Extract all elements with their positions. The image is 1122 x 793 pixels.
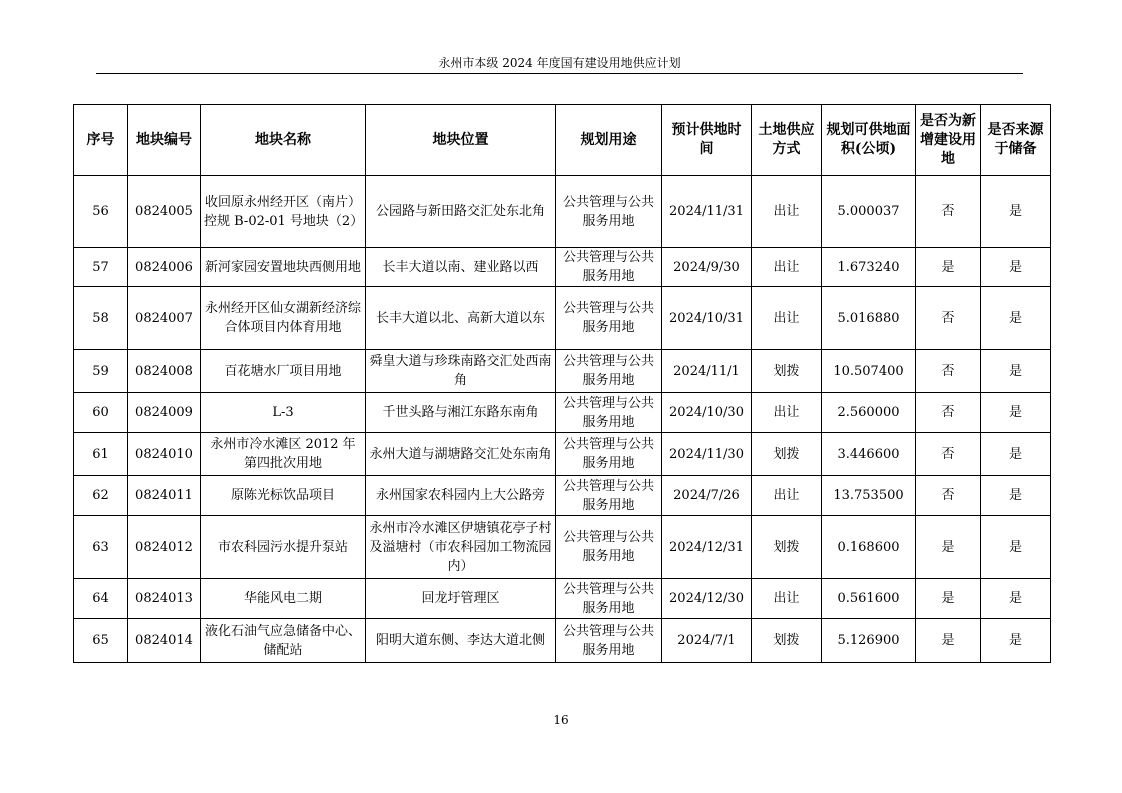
cell-seq: 56 — [74, 176, 128, 248]
cell-planned-use: 公共管理与公共服务用地 — [556, 619, 662, 663]
cell-location: 回龙圩管理区 — [366, 579, 556, 619]
col-header-area: 规划可供地面积(公顷) — [822, 105, 916, 176]
table-row — [74, 619, 1051, 663]
cell-supply-method: 划拨 — [752, 350, 822, 393]
cell-from-reserve: 是 — [981, 619, 1051, 663]
cell-parcel-name: 市农科园污水提升泵站 — [201, 516, 366, 579]
cell-seq: 57 — [74, 248, 128, 287]
cell-parcel-code: 0824012 — [128, 516, 201, 579]
cell-supply-method: 出让 — [752, 393, 822, 433]
cell-planned-use: 公共管理与公共服务用地 — [556, 350, 662, 393]
col-header-new-construction: 是否为新增建设用地 — [916, 105, 981, 176]
table-row — [74, 248, 1051, 287]
cell-seq: 65 — [74, 619, 128, 663]
col-header-supply-method: 土地供应方式 — [752, 105, 822, 176]
cell-parcel-name: 原陈光标饮品项目 — [201, 476, 366, 516]
cell-parcel-name: 永州市冷水滩区 2012 年第四批次用地 — [201, 433, 366, 476]
cell-planned-use: 公共管理与公共服务用地 — [556, 287, 662, 350]
cell-area: 3.446600 — [822, 433, 916, 476]
cell-parcel-name: 液化石油气应急储备中心、储配站 — [201, 619, 366, 663]
col-header-supply-date: 预计供地时间 — [662, 105, 752, 176]
cell-location: 永州国家农科园内上大公路旁 — [366, 476, 556, 516]
cell-supply-method: 出让 — [752, 248, 822, 287]
cell-supply-date: 2024/7/26 — [662, 476, 752, 516]
table-header-row — [74, 105, 1051, 176]
cell-planned-use: 公共管理与公共服务用地 — [556, 516, 662, 579]
cell-seq: 63 — [74, 516, 128, 579]
cell-supply-date: 2024/10/31 — [662, 287, 752, 350]
cell-supply-method: 出让 — [752, 176, 822, 248]
cell-parcel-code: 0824006 — [128, 248, 201, 287]
cell-area: 2.560000 — [822, 393, 916, 433]
header-rule — [96, 73, 1023, 74]
cell-new-construction: 是 — [916, 248, 981, 287]
cell-planned-use: 公共管理与公共服务用地 — [556, 393, 662, 433]
cell-supply-method: 出让 — [752, 287, 822, 350]
table-row — [74, 176, 1051, 248]
cell-supply-date: 2024/11/30 — [662, 433, 752, 476]
cell-area: 5.126900 — [822, 619, 916, 663]
col-header-from-reserve: 是否来源于储备 — [981, 105, 1051, 176]
cell-seq: 62 — [74, 476, 128, 516]
cell-supply-method: 出让 — [752, 476, 822, 516]
cell-area: 5.000037 — [822, 176, 916, 248]
col-header-planned-use: 规划用途 — [556, 105, 662, 176]
cell-from-reserve: 是 — [981, 350, 1051, 393]
cell-location: 永州市冷水滩区伊塘镇花亭子村及溢塘村（市农科园加工物流园内） — [366, 516, 556, 579]
cell-new-construction: 否 — [916, 476, 981, 516]
cell-location: 千世头路与湘江东路东南角 — [366, 393, 556, 433]
cell-new-construction: 否 — [916, 287, 981, 350]
cell-parcel-code: 0824009 — [128, 393, 201, 433]
cell-supply-method: 出让 — [752, 579, 822, 619]
cell-parcel-name: 收回原永州经开区（南片）控规 B-02-01 号地块（2） — [201, 176, 366, 248]
cell-planned-use: 公共管理与公共服务用地 — [556, 579, 662, 619]
table-row — [74, 350, 1051, 393]
cell-area: 5.016880 — [822, 287, 916, 350]
cell-new-construction: 是 — [916, 619, 981, 663]
cell-parcel-code: 0824011 — [128, 476, 201, 516]
cell-seq: 60 — [74, 393, 128, 433]
table-row — [74, 476, 1051, 516]
cell-new-construction: 否 — [916, 433, 981, 476]
cell-location: 长丰大道以南、建业路以西 — [366, 248, 556, 287]
cell-area: 0.168600 — [822, 516, 916, 579]
cell-supply-date: 2024/7/1 — [662, 619, 752, 663]
cell-parcel-name: 永州经开区仙女湖新经济综合体项目内体育用地 — [201, 287, 366, 350]
cell-seq: 64 — [74, 579, 128, 619]
cell-seq: 61 — [74, 433, 128, 476]
cell-new-construction: 是 — [916, 516, 981, 579]
cell-supply-method: 划拨 — [752, 433, 822, 476]
cell-new-construction: 是 — [916, 579, 981, 619]
cell-location: 长丰大道以北、高新大道以东 — [366, 287, 556, 350]
cell-parcel-name: 百花塘水厂项目用地 — [201, 350, 366, 393]
cell-location: 舜皇大道与珍珠南路交汇处西南角 — [366, 350, 556, 393]
cell-from-reserve: 是 — [981, 393, 1051, 433]
cell-planned-use: 公共管理与公共服务用地 — [556, 248, 662, 287]
cell-area: 0.561600 — [822, 579, 916, 619]
table-row — [74, 516, 1051, 579]
page-number: 16 — [553, 713, 569, 727]
cell-new-construction: 否 — [916, 176, 981, 248]
cell-parcel-name: 华能风电二期 — [201, 579, 366, 619]
cell-location: 阳明大道东侧、李达大道北侧 — [366, 619, 556, 663]
cell-location: 永州大道与湖塘路交汇处东南角 — [366, 433, 556, 476]
cell-supply-date: 2024/9/30 — [662, 248, 752, 287]
cell-new-construction: 否 — [916, 350, 981, 393]
cell-planned-use: 公共管理与公共服务用地 — [556, 176, 662, 248]
cell-from-reserve: 是 — [981, 516, 1051, 579]
col-header-location: 地块位置 — [366, 105, 556, 176]
table-row — [74, 287, 1051, 350]
cell-planned-use: 公共管理与公共服务用地 — [556, 433, 662, 476]
cell-parcel-name: 新河家园安置地块西侧用地 — [201, 248, 366, 287]
col-header-parcel-code: 地块编号 — [128, 105, 201, 176]
cell-supply-date: 2024/10/30 — [662, 393, 752, 433]
cell-parcel-code: 0824014 — [128, 619, 201, 663]
col-header-parcel-name: 地块名称 — [201, 105, 366, 176]
cell-supply-method: 划拨 — [752, 619, 822, 663]
cell-supply-date: 2024/11/31 — [662, 176, 752, 248]
cell-planned-use: 公共管理与公共服务用地 — [556, 476, 662, 516]
cell-supply-date: 2024/12/31 — [662, 516, 752, 579]
cell-area: 10.507400 — [822, 350, 916, 393]
table-row — [74, 433, 1051, 476]
cell-from-reserve: 是 — [981, 476, 1051, 516]
cell-supply-date: 2024/12/30 — [662, 579, 752, 619]
cell-supply-method: 划拨 — [752, 516, 822, 579]
cell-parcel-code: 0824007 — [128, 287, 201, 350]
cell-parcel-code: 0824013 — [128, 579, 201, 619]
cell-parcel-code: 0824010 — [128, 433, 201, 476]
table-row — [74, 393, 1051, 433]
cell-from-reserve: 是 — [981, 579, 1051, 619]
land-supply-table — [73, 104, 1051, 663]
cell-from-reserve: 是 — [981, 176, 1051, 248]
land-supply-table-container — [73, 104, 1050, 663]
cell-area: 13.753500 — [822, 476, 916, 516]
table-row — [74, 579, 1051, 619]
cell-supply-date: 2024/11/1 — [662, 350, 752, 393]
cell-seq: 58 — [74, 287, 128, 350]
cell-parcel-code: 0824005 — [128, 176, 201, 248]
page-header-title: 永州市本级 2024 年度国有建设用地供应计划 — [438, 56, 681, 70]
cell-location: 公园路与新田路交汇处东北角 — [366, 176, 556, 248]
cell-seq: 59 — [74, 350, 128, 393]
cell-from-reserve: 是 — [981, 287, 1051, 350]
cell-new-construction: 否 — [916, 393, 981, 433]
cell-from-reserve: 是 — [981, 248, 1051, 287]
cell-parcel-name: L-3 — [201, 393, 366, 433]
col-header-seq: 序号 — [74, 105, 128, 176]
cell-from-reserve: 是 — [981, 433, 1051, 476]
cell-parcel-code: 0824008 — [128, 350, 201, 393]
cell-area: 1.673240 — [822, 248, 916, 287]
